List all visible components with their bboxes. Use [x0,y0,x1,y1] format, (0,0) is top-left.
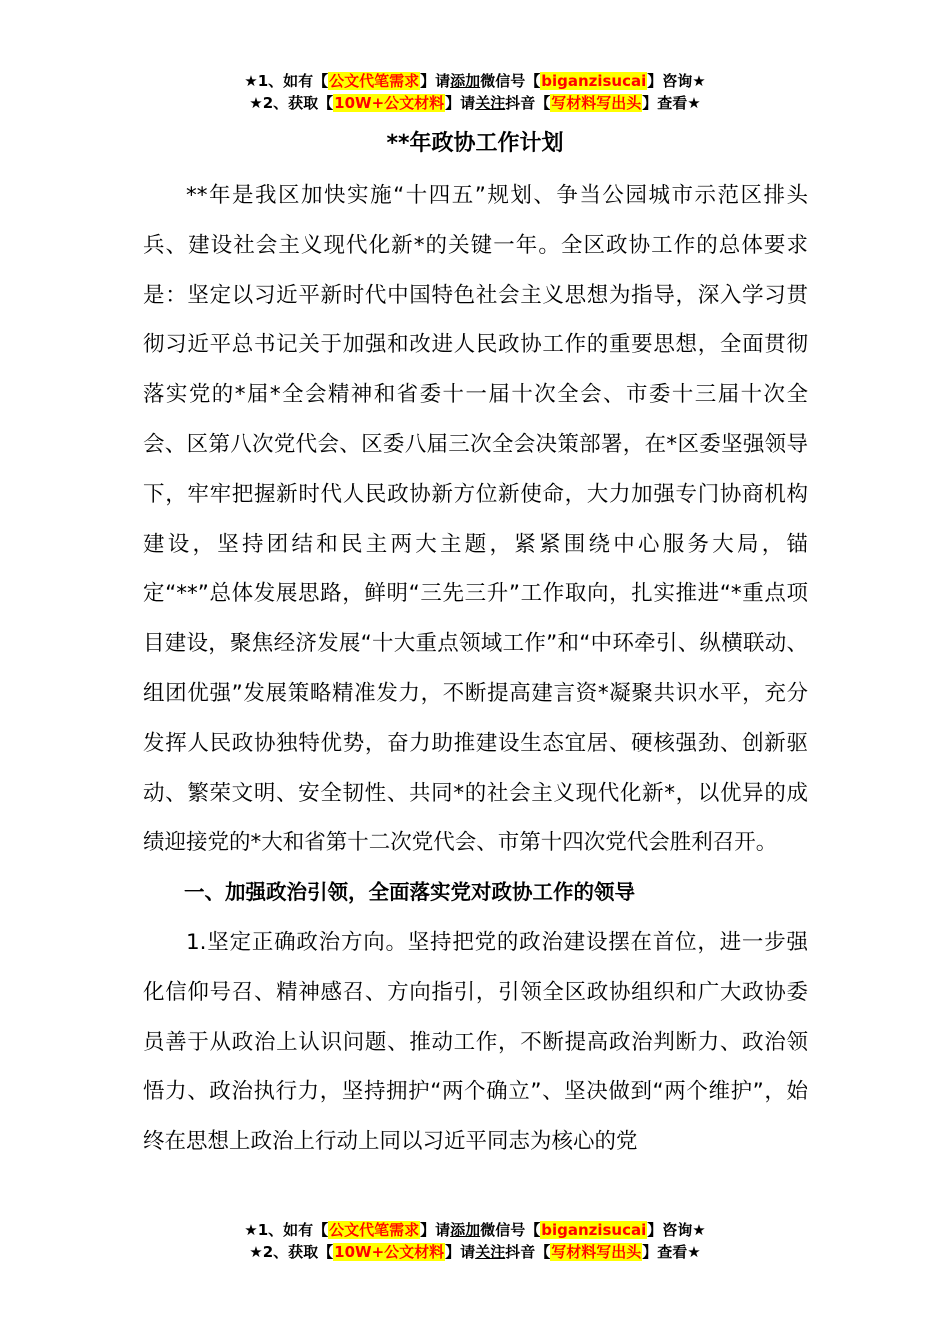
star-icon: ★ [692,72,706,90]
star-icon: ★ [687,1243,701,1261]
notice-line-1: ★1、如有【公文代笔需求】请添加微信号【biganzisucai】咨询★ [244,72,706,90]
highlight-materials: 10W+公文材料 [334,1243,445,1261]
notice-line-1: ★1、如有【公文代笔需求】请添加微信号【biganzisucai】咨询★ [244,1221,706,1239]
highlight-ghostwriting: 公文代笔需求 [329,72,420,90]
paragraph-1-1: 1.坚定正确政治方向。坚持把党的政治建设摆在首位，进一步强化信仰号召、精神感召、方向指引，引领全区政协组织和广大政协委员善于从政治上认识问题、推动工作，不断提高政治判断力、政治领悟力、政治执行力，坚持拥护“两个确立”、坚决做到“两个维护”，始终在思想上政治上行动上同以习近平同志为核心的党 [143,929,808,1155]
star-icon: ★ [244,1221,258,1239]
star-icon: ★ [687,94,701,112]
star-icon: ★ [692,1221,706,1239]
star-icon: ★ [249,1243,263,1261]
star-icon: ★ [244,72,258,90]
section-heading-1: 一、加强政治引领，全面落实党对政协工作的领导 [184,880,635,905]
star-icon: ★ [249,94,263,112]
intro-paragraph: **年是我区加快实施“十四五”规划、争当公园城市示范区排头兵、建设社会主义现代化新*的关键一年。全区政协工作的总体要求是：坚定以习近平新时代中国特色社会主义思想为指导，深入学习贯彻习近平总书记关于加强和改进人民政协工作的重要思想，全面贯彻落实党的*届*全会精神和省委十一届十次全会、市委十三届十次全会、区第八次党代会、区委八届三次全会决策部署，在*区委坚强领导下，牢牢把握新时代人民政协新方位新使命，大力加强专门协商机构建设，坚持团结和民主两大主题，紧紧围绕中心服务大局，锚定“**”总体发展思路，鲜明“三先三升”工作取向，扎实推进“*重点项目建设，聚焦经济发展“十大重点领域工作”和“中环牵引、纵横联动、组团优强”发展策略精准发力，不断提高建言资*凝聚共识水平，充分发挥人民政协独特优势，奋力助推建设生态宜居、硬核强劲、创新驱动、繁荣文明、安全韧性、共同*的社会主义现代化新*，以优异的成绩迎接党的*大和省第十二次党代会、市第十四次党代会胜利召开。 [143,183,808,856]
notice-line-2: ★2、获取【10W+公文材料】请关注抖音【写材料写出头】查看★ [249,1243,701,1261]
highlight-wechat-id: biganzisucai [541,72,647,90]
notice-footer [0,1219,950,1263]
notice-line-2: ★2、获取【10W+公文材料】请关注抖音【写材料写出头】查看★ [249,94,701,112]
highlight-douyin: 写材料写出头 [551,1243,642,1261]
highlight-wechat-id: biganzisucai [541,1221,647,1239]
notice-header [0,70,950,114]
document-body [143,171,808,1167]
highlight-ghostwriting: 公文代笔需求 [329,1221,420,1239]
document-title: **年政协工作计划 [386,131,564,156]
highlight-materials: 10W+公文材料 [334,94,445,112]
highlight-douyin: 写材料写出头 [551,94,642,112]
